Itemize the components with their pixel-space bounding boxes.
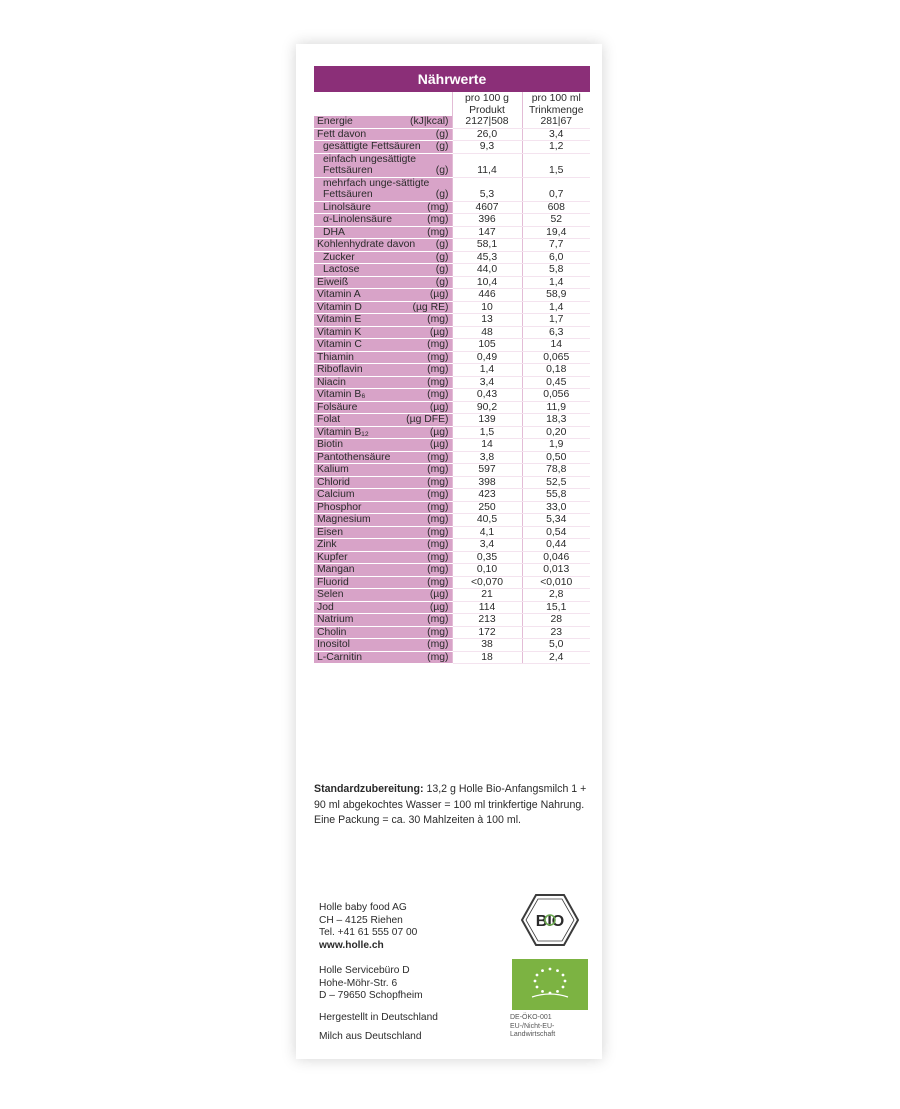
value-per-100g: 3,4 xyxy=(452,539,522,552)
value-per-100g: 4607 xyxy=(452,201,522,214)
made-in-text: Hergestellt in Deutschland xyxy=(319,1012,438,1023)
nutrient-name: Jod xyxy=(317,601,334,613)
value-per-100ml: 0,046 xyxy=(522,551,590,564)
nutrient-label-cell xyxy=(314,239,452,252)
nutrient-unit: (µg) xyxy=(429,439,449,450)
nutrient-name: Lactose xyxy=(323,264,360,275)
value-per-100ml: 6,3 xyxy=(522,326,590,339)
value-per-100ml: 281|67 xyxy=(522,116,590,128)
table-row xyxy=(314,239,590,252)
service-office-address: Holle Servicebüro D Hohe-Möhr-Str. 6 D – 79650 Schopfheim xyxy=(319,965,423,1002)
value-per-100g: 0,10 xyxy=(452,564,522,577)
nutrient-label-cell xyxy=(314,264,452,277)
value-per-100ml: 1,5 xyxy=(522,153,590,177)
nutrient-name: Vitamin K xyxy=(317,326,362,338)
eu-star-icon xyxy=(564,980,567,983)
nutrient-name: Magnesium xyxy=(317,514,371,525)
nutrient-name: Folsäure xyxy=(317,401,358,413)
nutrient-name: Pantothensäure xyxy=(317,451,391,463)
table-row xyxy=(314,326,590,339)
table-row xyxy=(314,116,590,128)
value-per-100ml: 0,50 xyxy=(522,451,590,464)
nutrient-label-cell xyxy=(314,153,452,177)
column-header-per-100g: pro 100 g Produkt xyxy=(452,92,522,116)
nutrient-name: Linolsäure xyxy=(323,201,371,213)
table-row xyxy=(314,489,590,502)
table-row xyxy=(314,426,590,439)
nutrient-unit: (g) xyxy=(435,264,449,275)
table-row xyxy=(314,576,590,589)
value-per-100g: 0,43 xyxy=(452,389,522,402)
nutrient-label-cell xyxy=(314,476,452,489)
nutrient-unit: (mg) xyxy=(427,476,449,488)
eu-star-icon xyxy=(556,969,559,972)
value-per-100g: 114 xyxy=(452,601,522,614)
nutrient-name: Vitamin C xyxy=(317,339,362,350)
value-per-100ml: 78,8 xyxy=(522,464,590,477)
nutrient-label-cell xyxy=(314,251,452,264)
value-per-100g: 10 xyxy=(452,301,522,314)
table-row xyxy=(314,526,590,539)
nutrient-unit: (mg) xyxy=(427,539,449,550)
nutrient-label-cell xyxy=(314,128,452,141)
table-row xyxy=(314,551,590,564)
bio-seal-icon xyxy=(521,894,579,946)
eu-organic-code: DE-ÖKO-001 EU-/Nicht-EU- Landwirtschaft xyxy=(510,1014,556,1038)
table-row xyxy=(314,128,590,141)
company-address: Holle baby food AG CH – 4125 Riehen Tel. +41 61 555 07 00 www.holle.ch xyxy=(319,902,418,951)
table-row xyxy=(314,614,590,627)
nutrient-unit: (mg) xyxy=(427,614,449,625)
eu-star-icon xyxy=(562,986,565,989)
value-per-100ml: 19,4 xyxy=(522,226,590,239)
value-per-100g: 40,5 xyxy=(452,514,522,527)
table-row xyxy=(314,414,590,427)
nutrient-label-cell xyxy=(314,339,452,352)
nutrient-name: Vitamin E xyxy=(317,314,362,325)
column-header-row xyxy=(314,92,590,116)
value-per-100ml: 18,3 xyxy=(522,414,590,427)
table-row xyxy=(314,153,590,177)
value-per-100g: <0,070 xyxy=(452,576,522,589)
nutrient-label-cell xyxy=(314,201,452,214)
column-header-per-100ml: pro 100 ml Trinkmenge xyxy=(522,92,590,116)
company-website: www.holle.ch xyxy=(319,939,384,951)
nutrient-unit: (g) xyxy=(435,239,449,250)
value-per-100ml: 1,7 xyxy=(522,314,590,327)
eu-star-icon xyxy=(541,990,544,993)
table-row xyxy=(314,177,590,201)
value-per-100ml: 0,7 xyxy=(522,177,590,201)
nutrient-name: einfach ungesättigte Fettsäuren xyxy=(323,153,417,176)
value-per-100ml: 0,44 xyxy=(522,539,590,552)
nutrient-label-cell xyxy=(314,464,452,477)
value-per-100ml: 0,013 xyxy=(522,564,590,577)
eu-star-icon xyxy=(562,974,565,977)
value-per-100g: 38 xyxy=(452,639,522,652)
nutrient-name: Selen xyxy=(317,589,344,600)
nutrient-name: Vitamin B₁₂ xyxy=(317,426,369,438)
value-per-100ml: 5,0 xyxy=(522,639,590,652)
nutrient-unit: (µg) xyxy=(429,289,449,300)
nutrient-label-cell xyxy=(314,614,452,627)
value-per-100ml: 55,8 xyxy=(522,489,590,502)
value-per-100g: 90,2 xyxy=(452,401,522,414)
value-per-100g: 21 xyxy=(452,589,522,602)
value-per-100ml: 2,8 xyxy=(522,589,590,602)
value-per-100ml: 14 xyxy=(522,339,590,352)
nutrient-unit: (mg) xyxy=(427,489,449,500)
value-per-100ml: 28 xyxy=(522,614,590,627)
value-per-100ml: <0,010 xyxy=(522,576,590,589)
nutrient-name: Riboflavin xyxy=(317,364,363,375)
nutrient-unit: (mg) xyxy=(427,464,449,475)
table-row xyxy=(314,364,590,377)
value-per-100ml: 1,4 xyxy=(522,301,590,314)
nutrient-name: Cholin xyxy=(317,626,347,638)
table-row xyxy=(314,451,590,464)
nutrient-name: gesättigte Fettsäuren xyxy=(323,141,421,152)
value-per-100g: 5,3 xyxy=(452,177,522,201)
nutrient-name: Kupfer xyxy=(317,551,348,563)
nutrient-name: Vitamin D xyxy=(317,301,362,313)
value-per-100ml: 7,7 xyxy=(522,239,590,252)
nutrient-label-cell xyxy=(314,226,452,239)
table-row xyxy=(314,539,590,552)
table-row xyxy=(314,651,590,664)
nutrient-unit: (g) xyxy=(435,251,449,263)
table-row xyxy=(314,289,590,302)
nutrient-label-cell xyxy=(314,401,452,414)
table-row xyxy=(314,601,590,614)
nutrient-name: mehrfach unge-sättigte Fettsäuren xyxy=(323,177,430,200)
nutrient-unit: (g) xyxy=(435,189,449,200)
value-per-100ml: 0,54 xyxy=(522,526,590,539)
nutrient-unit: (mg) xyxy=(427,626,449,638)
nutrient-label-cell xyxy=(314,564,452,577)
value-per-100g: 446 xyxy=(452,289,522,302)
nutrient-name: Thiamin xyxy=(317,351,354,363)
value-per-100g: 4,1 xyxy=(452,526,522,539)
value-per-100g: 45,3 xyxy=(452,251,522,264)
nutrient-name: Energie xyxy=(317,116,353,127)
value-per-100g: 13 xyxy=(452,314,522,327)
table-row xyxy=(314,264,590,277)
milk-origin-text: Milch aus Deutschland xyxy=(319,1031,422,1042)
table-row xyxy=(314,464,590,477)
nutrient-name: Vitamin A xyxy=(317,289,361,300)
nutrient-name: Vitamin B₆ xyxy=(317,389,366,400)
nutrient-unit: (mg) xyxy=(427,526,449,538)
nutrient-unit: (mg) xyxy=(427,514,449,525)
value-per-100ml: 0,20 xyxy=(522,426,590,439)
nutrient-unit: (g) xyxy=(435,276,449,288)
table-row xyxy=(314,514,590,527)
eu-star-icon xyxy=(556,990,559,993)
value-per-100g: 1,5 xyxy=(452,426,522,439)
value-per-100ml: 0,065 xyxy=(522,351,590,364)
nutrient-unit: (mg) xyxy=(427,564,449,575)
product-label-panel xyxy=(296,44,602,1059)
table-row xyxy=(314,626,590,639)
value-per-100ml: 52 xyxy=(522,214,590,227)
value-per-100g: 10,4 xyxy=(452,276,522,289)
nutrient-label-cell xyxy=(314,214,452,227)
value-per-100g: 58,1 xyxy=(452,239,522,252)
value-per-100ml: 0,056 xyxy=(522,389,590,402)
value-per-100g: 3,8 xyxy=(452,451,522,464)
table-row xyxy=(314,141,590,154)
nutrient-label-cell xyxy=(314,651,452,664)
table-row xyxy=(314,389,590,402)
nutrient-label-cell xyxy=(314,489,452,502)
value-per-100ml: 11,9 xyxy=(522,401,590,414)
value-per-100g: 14 xyxy=(452,439,522,452)
nutrient-unit: (mg) xyxy=(427,576,449,588)
nutrient-label-cell xyxy=(314,414,452,427)
value-per-100ml: 1,4 xyxy=(522,276,590,289)
nutrient-name: α-Linolensäure xyxy=(323,214,392,225)
nutrient-name: Zink xyxy=(317,539,337,550)
value-per-100g: 48 xyxy=(452,326,522,339)
nutrient-name: Biotin xyxy=(317,439,343,450)
nutrient-unit: (g) xyxy=(435,128,449,140)
value-per-100g: 0,49 xyxy=(452,351,522,364)
value-per-100ml: 1,2 xyxy=(522,141,590,154)
nutrient-label-cell xyxy=(314,276,452,289)
value-per-100ml: 5,34 xyxy=(522,514,590,527)
value-per-100g: 423 xyxy=(452,489,522,502)
nutrient-name: Phosphor xyxy=(317,501,362,513)
nutrient-name: Natrium xyxy=(317,614,354,625)
value-per-100ml: 0,18 xyxy=(522,364,590,377)
nutrient-unit: (µg) xyxy=(429,401,449,413)
table-row xyxy=(314,589,590,602)
nutrient-name: DHA xyxy=(323,226,345,238)
eu-star-icon xyxy=(536,974,539,977)
value-per-100ml: 5,8 xyxy=(522,264,590,277)
nutrient-unit: (kJ|kcal) xyxy=(410,116,449,127)
value-per-100g: 18 xyxy=(452,651,522,664)
standard-preparation-label: Standardzubereitung: xyxy=(314,783,424,795)
nutrient-name: Calcium xyxy=(317,489,355,500)
table-row xyxy=(314,439,590,452)
nutrient-unit: (mg) xyxy=(427,364,449,375)
table-row xyxy=(314,376,590,389)
value-per-100ml: 33,0 xyxy=(522,501,590,514)
table-row xyxy=(314,214,590,227)
header-blank xyxy=(314,92,452,116)
nutrient-label-cell xyxy=(314,576,452,589)
nutrient-unit: (mg) xyxy=(427,214,449,225)
nutrient-label-cell xyxy=(314,451,452,464)
nutrient-unit: (mg) xyxy=(427,376,449,388)
value-per-100g: 105 xyxy=(452,339,522,352)
value-per-100g: 139 xyxy=(452,414,522,427)
table-row xyxy=(314,564,590,577)
value-per-100ml: 608 xyxy=(522,201,590,214)
nutrient-name: Kalium xyxy=(317,464,349,475)
value-per-100ml: 52,5 xyxy=(522,476,590,489)
nutrient-label-cell xyxy=(314,426,452,439)
value-per-100g: 213 xyxy=(452,614,522,627)
nutrient-name: Zucker xyxy=(323,251,355,263)
nutrient-label-cell xyxy=(314,314,452,327)
nutrient-label-cell xyxy=(314,301,452,314)
table-row xyxy=(314,351,590,364)
value-per-100g: 26,0 xyxy=(452,128,522,141)
nutrition-title: Nährwerte xyxy=(314,66,590,92)
nutrient-unit: (mg) xyxy=(427,639,449,650)
nutrient-label-cell xyxy=(314,551,452,564)
value-per-100g: 172 xyxy=(452,626,522,639)
value-per-100ml: 58,9 xyxy=(522,289,590,302)
nutrient-name: Eiweiß xyxy=(317,276,349,288)
table-row xyxy=(314,314,590,327)
nutrient-name: Chlorid xyxy=(317,476,350,488)
value-per-100ml: 15,1 xyxy=(522,601,590,614)
bio-seal-text: BIO xyxy=(535,913,565,930)
nutrient-name: Folat xyxy=(317,414,341,425)
nutrient-unit: (mg) xyxy=(427,651,449,663)
nutrient-label-cell xyxy=(314,141,452,154)
value-per-100ml: 1,9 xyxy=(522,439,590,452)
standard-preparation-text: 13,2 g Holle Bio-Anfangsmilch 1 + 90 ml abgekochtes Wasser = 100 ml trinkfertige Nahrung. Eine Packung = ca. 30 Mahlzeiten à 100 ml. xyxy=(314,783,587,826)
table-row xyxy=(314,251,590,264)
nutrient-name: Fett davon xyxy=(317,128,367,140)
nutrient-label-cell xyxy=(314,177,452,201)
nutrient-label-cell xyxy=(314,376,452,389)
nutrient-unit: (µg) xyxy=(429,326,449,338)
nutrient-name: Niacin xyxy=(317,376,346,388)
value-per-100g: 11,4 xyxy=(452,153,522,177)
table-row xyxy=(314,276,590,289)
table-row xyxy=(314,401,590,414)
eu-star-icon xyxy=(536,986,539,989)
nutrient-unit: (mg) xyxy=(427,551,449,563)
table-row xyxy=(314,639,590,652)
eu-organic-leaf-icon xyxy=(512,959,588,1010)
value-per-100ml: 0,45 xyxy=(522,376,590,389)
nutrient-name: Eisen xyxy=(317,526,343,538)
value-per-100ml: 2,4 xyxy=(522,651,590,664)
nutrient-name: Kohlenhydrate davon xyxy=(317,239,416,250)
nutrient-name: L-Carnitin xyxy=(317,651,363,663)
eu-star-icon xyxy=(534,980,537,983)
nutrient-label-cell xyxy=(314,326,452,339)
nutrient-label-cell xyxy=(314,364,452,377)
nutrient-unit: (mg) xyxy=(427,389,449,400)
table-row xyxy=(314,339,590,352)
nutrient-label-cell xyxy=(314,639,452,652)
nutrient-unit: (µg) xyxy=(429,601,449,613)
nutrient-label-cell xyxy=(314,601,452,614)
table-row xyxy=(314,501,590,514)
nutrient-unit: (mg) xyxy=(427,226,449,238)
eu-star-icon xyxy=(541,969,544,972)
nutrient-unit: (mg) xyxy=(427,339,449,350)
value-per-100g: 597 xyxy=(452,464,522,477)
table-row xyxy=(314,301,590,314)
nutrient-label-cell xyxy=(314,289,452,302)
value-per-100g: 147 xyxy=(452,226,522,239)
nutrient-label-cell xyxy=(314,389,452,402)
nutrition-table xyxy=(314,92,590,664)
nutrient-unit: (mg) xyxy=(427,351,449,363)
table-row xyxy=(314,476,590,489)
nutrient-unit: (g) xyxy=(435,141,449,152)
nutrient-label-cell xyxy=(314,501,452,514)
value-per-100g: 44,0 xyxy=(452,264,522,277)
nutrient-label-cell xyxy=(314,626,452,639)
nutrient-unit: (µg) xyxy=(429,589,449,600)
nutrient-label-cell xyxy=(314,514,452,527)
nutrient-unit: (µg) xyxy=(429,426,449,438)
nutrient-label-cell xyxy=(314,351,452,364)
value-per-100ml: 3,4 xyxy=(522,128,590,141)
standard-preparation xyxy=(314,782,592,829)
value-per-100g: 1,4 xyxy=(452,364,522,377)
nutrient-unit: (mg) xyxy=(427,314,449,325)
nutrient-name: Inositol xyxy=(317,639,350,650)
nutrient-label-cell xyxy=(314,526,452,539)
value-per-100ml: 23 xyxy=(522,626,590,639)
nutrient-name: Mangan xyxy=(317,564,355,575)
table-row xyxy=(314,226,590,239)
nutrient-unit: (µg RE) xyxy=(412,301,449,313)
value-per-100g: 0,35 xyxy=(452,551,522,564)
nutrient-label-cell xyxy=(314,116,452,128)
value-per-100g: 398 xyxy=(452,476,522,489)
nutrient-unit: (mg) xyxy=(427,501,449,513)
table-row xyxy=(314,201,590,214)
value-per-100g: 396 xyxy=(452,214,522,227)
nutrient-label-cell xyxy=(314,539,452,552)
nutrient-unit: (g) xyxy=(435,165,449,176)
nutrient-unit: (mg) xyxy=(427,451,449,463)
nutrient-label-cell xyxy=(314,439,452,452)
value-per-100g: 2127|508 xyxy=(452,116,522,128)
nutrient-label-cell xyxy=(314,589,452,602)
value-per-100g: 250 xyxy=(452,501,522,514)
value-per-100g: 3,4 xyxy=(452,376,522,389)
value-per-100ml: 6,0 xyxy=(522,251,590,264)
nutrient-unit: (mg) xyxy=(427,201,449,213)
eu-star-icon xyxy=(549,968,552,971)
nutrient-unit: (µg DFE) xyxy=(406,414,449,425)
nutrient-name: Fluorid xyxy=(317,576,349,588)
value-per-100g: 9,3 xyxy=(452,141,522,154)
